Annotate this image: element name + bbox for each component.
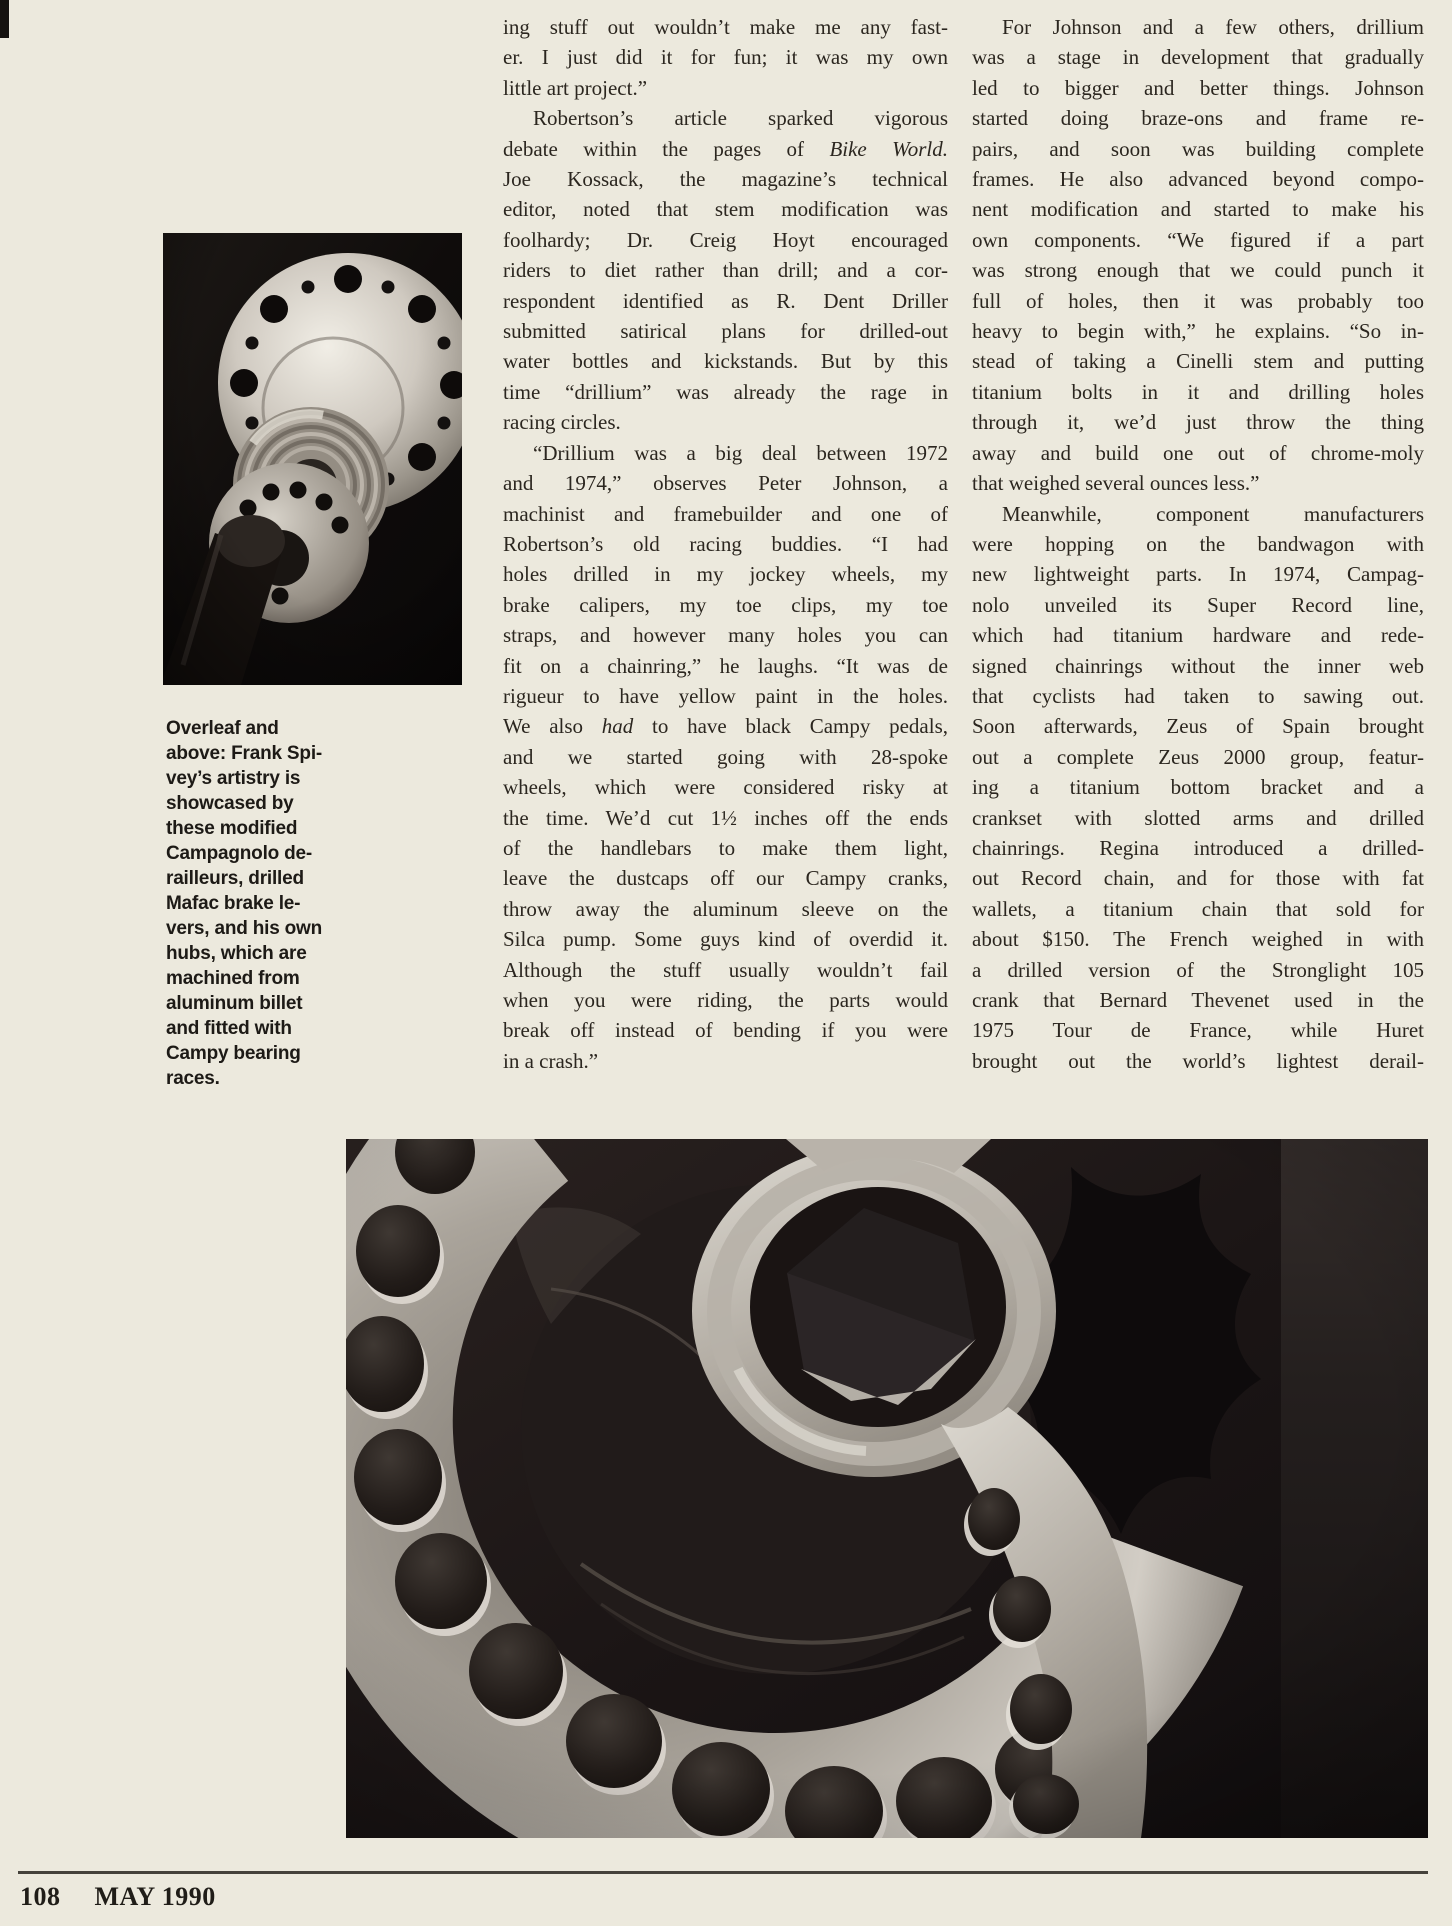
text-line: was a stage in development that gradually (972, 45, 1424, 70)
caption-line: vey’s artistry is (166, 768, 301, 789)
text-line: holes drilled in my jockey wheels, my (503, 562, 948, 587)
text-line: titanium bolts in it and drilling holes (972, 379, 1424, 404)
paragraph (503, 12, 948, 103)
text-line: frames. He also advanced beyond compo- (972, 167, 1424, 192)
text-line: signed chainrings without the inner web (972, 653, 1424, 678)
text-line: new lightweight parts. In 1974, Campag- (972, 562, 1424, 587)
article-column-middle (503, 12, 948, 1076)
text-line: racing circles. (503, 410, 621, 435)
text-line: full of holes, then it was probably too (972, 288, 1424, 313)
caption-line: Campy bearing (166, 1043, 301, 1064)
text-line: ing a titanium bottom bracket and a (972, 775, 1424, 800)
text-line: nolo unveiled its Super Record line, (972, 592, 1424, 617)
footer-rule (18, 1871, 1428, 1874)
caption-line: railleurs, drilled (166, 868, 304, 889)
text-line: through it, we’d just throw the thing (972, 410, 1424, 435)
text-line: little art project.” (503, 75, 648, 100)
hub-photo (163, 233, 462, 685)
text-line: heavy to begin with,” he explains. “So in- (972, 319, 1424, 344)
text-line: which had titanium hardware and rede- (972, 623, 1424, 648)
text-line: nent modification and started to make his (972, 197, 1424, 222)
text-line: was strong enough that we could punch it (972, 258, 1424, 283)
text-line: a drilled version of the Stronglight 105 (972, 957, 1424, 982)
text-line: wheels, which were considered risky at (503, 775, 948, 800)
caption-line: vers, and his own (166, 918, 323, 939)
text-line: of the handlebars to make them light, (503, 835, 948, 860)
text-line: pairs, and soon was building complete (972, 136, 1424, 161)
caption-line: hubs, which are (166, 943, 307, 964)
caption-line: machined from (166, 968, 300, 989)
page-number: 108 (20, 1882, 61, 1911)
text-line: rigueur to have yellow paint in the holes. (503, 683, 948, 708)
text-line: Although the stuff usually wouldn’t fail (503, 957, 948, 982)
text-line: were hopping on the bandwagon with (972, 531, 1424, 556)
text-line: machinist and framebuilder and one of (503, 501, 948, 526)
text-line: We also had to have black Campy pedals, (503, 714, 948, 739)
text-line: crankset with slotted arms and drilled (972, 805, 1424, 830)
crank-photo (346, 1139, 1428, 1838)
caption-line: these modified (166, 818, 298, 839)
text-line: away and build one out of chrome-moly (972, 440, 1424, 465)
caption-line: Overleaf and (166, 718, 279, 739)
text-line: crank that Bernard Thevenet used in the (972, 988, 1424, 1012)
text-line: Joe Kossack, the magazine’s technical (503, 167, 948, 192)
text-line: that weighed several ounces less.” (972, 471, 1260, 496)
text-line: and 1974,” observes Peter Johnson, a (503, 471, 948, 496)
caption-line: races. (166, 1068, 220, 1089)
text-line: riders to diet rather than drill; and a cor- (503, 258, 948, 283)
text-line: brake calipers, my toe clips, my toe (503, 592, 948, 617)
issue-date: MAY 1990 (94, 1882, 216, 1911)
caption-line: and fitted with (166, 1018, 292, 1039)
text-line: er. I just did it for fun; it was my own (503, 45, 948, 70)
paragraph (972, 499, 1424, 1077)
text-line: and we started going with 28-spoke (503, 744, 948, 769)
text-line: chainrings. Regina introduced a drilled- (972, 835, 1424, 860)
page-footer (20, 1882, 216, 1912)
text-line: Soon afterwards, Zeus of Spain brought (972, 714, 1424, 739)
text-line: out a complete Zeus 2000 group, featur- (972, 744, 1424, 769)
caption-line: showcased by (166, 793, 294, 814)
photo-caption (166, 716, 356, 1091)
text-line: respondent identified as R. Dent Driller (503, 288, 948, 313)
text-line: wallets, a titanium chain that sold for (972, 896, 1424, 921)
text-line: out Record chain, and for those with fat (972, 866, 1424, 891)
text-line: started doing braze-ons and frame re- (972, 106, 1424, 131)
text-line: Silca pump. Some guys kind of overdid it. (503, 927, 948, 952)
text-line: ing stuff out wouldn’t make me any fast- (503, 15, 948, 39)
caption-line: above: Frank Spi- (166, 743, 323, 764)
text-line: submitted satirical plans for drilled-out (503, 319, 948, 344)
text-line: the time. We’d cut 1½ inches off the ends (503, 805, 948, 830)
text-line: time “drillium” was already the rage in (503, 379, 948, 404)
text-line: Robertson’s old racing buddies. “I had (503, 531, 948, 556)
text-line: “Drillium was a big deal between 1972 (533, 440, 948, 465)
text-line: stead of taking a Cinelli stem and putting (972, 349, 1424, 374)
caption-line: Mafac brake le- (166, 893, 301, 914)
text-line: foolhardy; Dr. Creig Hoyt encouraged (503, 227, 948, 252)
text-line: about $150. The French weighed in with (972, 927, 1424, 952)
text-line: water bottles and kickstands. But by this (503, 349, 948, 374)
text-line: throw away the aluminum sleeve on the (503, 896, 948, 921)
text-line: in a crash.” (503, 1048, 599, 1073)
text-line: own components. “We figured if a part (972, 227, 1424, 252)
text-line: 1975 Tour de France, while Huret (972, 1018, 1424, 1043)
article-column-right (972, 12, 1424, 1076)
caption-line: Campagnolo de- (166, 843, 313, 864)
text-line: led to bigger and better things. Johnson (972, 75, 1424, 100)
hub-photo-art (163, 233, 462, 685)
text-line: For Johnson and a few others, drillium (1002, 15, 1424, 39)
text-line: when you were riding, the parts would (503, 988, 948, 1012)
paragraph (503, 438, 948, 1077)
text-line: fit on a chainring,” he laughs. “It was de (503, 653, 948, 678)
text-line: leave the dustcaps off our Campy cranks, (503, 866, 948, 891)
text-line: break off instead of bending if you were (503, 1018, 948, 1043)
text-line: Robertson’s article sparked vigorous (533, 106, 948, 131)
crank-photo-art (346, 1139, 1428, 1838)
text-line: brought out the world’s lightest derail- (972, 1048, 1424, 1073)
text-line: editor, noted that stem modification was (503, 197, 948, 222)
text-line: debate within the pages of Bike World. (503, 136, 948, 161)
text-line: that cyclists had taken to sawing out. (972, 683, 1424, 708)
scan-artifact-mark (0, 0, 9, 38)
caption-line: aluminum billet (166, 993, 303, 1014)
text-line: straps, and however many holes you can (503, 623, 948, 648)
text-line: Meanwhile, component manufacturers (1002, 501, 1424, 526)
paragraph (972, 12, 1424, 499)
paragraph (503, 103, 948, 437)
